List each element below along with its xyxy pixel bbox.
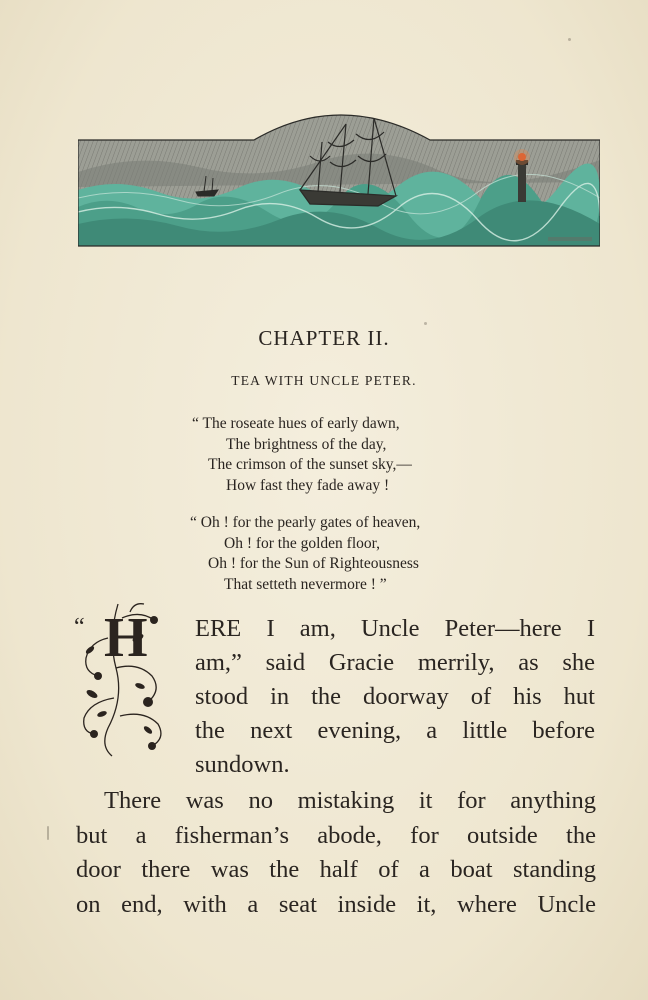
drop-cap-letter: H [104, 607, 148, 669]
bleed-through-text [0, 48, 648, 68]
text-line: door there was the half of a boat standing [76, 856, 596, 883]
text-line: sundown. [195, 751, 290, 778]
chapter-subtitle: TEA WITH UNCLE PETER. [231, 373, 417, 388]
text-line: There was no mistaking it for anything [104, 787, 596, 814]
paragraph-1 [195, 612, 595, 782]
paper-mark [568, 38, 571, 41]
text-line: stood in the doorway of his hut [195, 683, 595, 710]
verse-line: Oh ! for the golden floor, [224, 534, 381, 552]
text-line: but a fisherman’s abode, for outside the [76, 821, 596, 849]
ship-at-sea-illustration [78, 112, 600, 252]
verse-stanza-1 [0, 414, 648, 496]
text-line: am,” said Gracie merrily, as she [195, 649, 595, 676]
verse-line: That setteth nevermore ! ” [224, 575, 387, 593]
text-line: ERE I am, Uncle Peter—here I [195, 615, 595, 642]
verse-line: “ Oh ! for the pearly gates of heaven, [190, 514, 421, 531]
paragraph-2 [76, 784, 596, 922]
text-line: on end, with a seat inside it, where Uncle [76, 890, 596, 918]
chapter-title: CHAPTER II. [258, 326, 390, 350]
paper-mark [47, 826, 49, 840]
opening-quote: “ [74, 614, 85, 640]
text-line: the next evening, a little before [195, 717, 595, 744]
verse-line: Oh ! for the Sun of Righteousness [208, 555, 419, 572]
paper-mark [424, 322, 427, 325]
verse-line: The brightness of the day, [226, 435, 387, 453]
verse-line: The crimson of the sunset sky,— [208, 456, 412, 473]
verse-stanza-2 [0, 513, 648, 595]
verse-line: “ The roseate hues of early dawn, [192, 415, 400, 432]
verse-line: How fast they fade away ! [226, 476, 390, 494]
